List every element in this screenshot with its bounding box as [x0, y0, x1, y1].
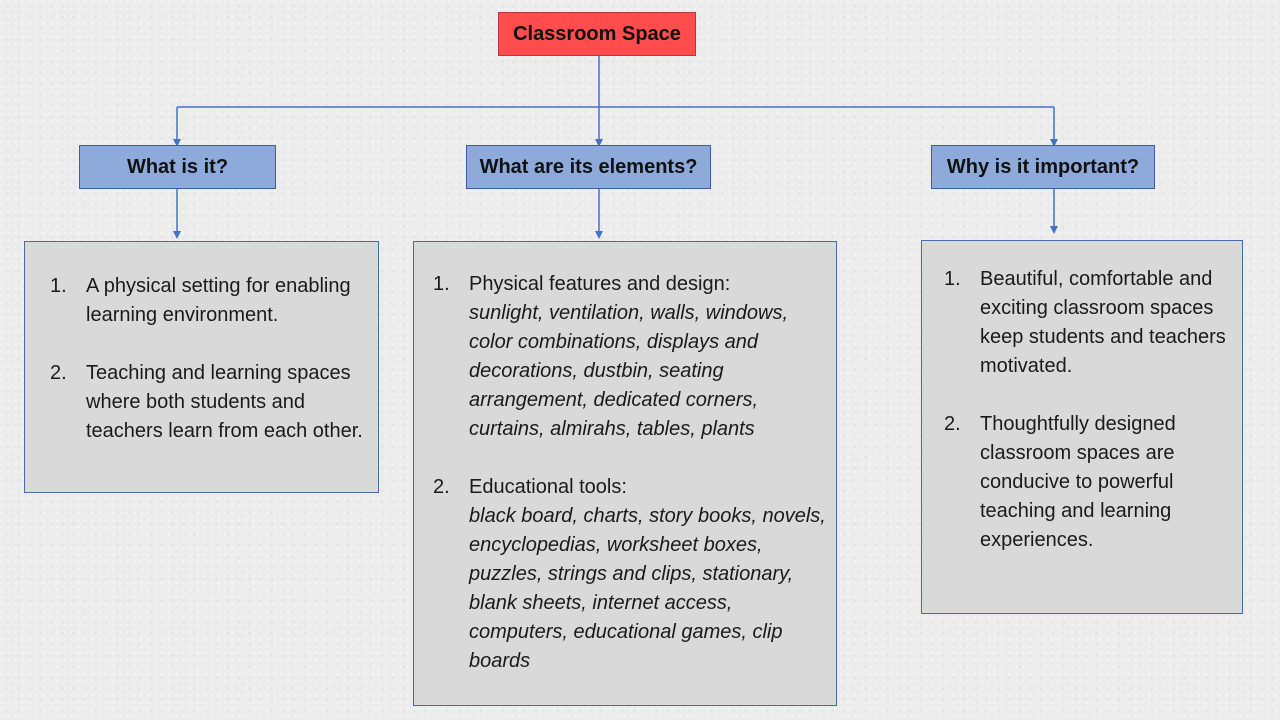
- heading-what-is-it: [79, 145, 276, 189]
- item-examples: black board, charts, story books, novels, encyclopedias, worksheet boxes, puzzles, strings and clips, stationary, blank sheets, internet access, computers, educational games, clip boards: [469, 505, 826, 672]
- item-text: Teaching and learning spaces where both students and teachers learn from each other.: [86, 362, 363, 442]
- item-number: 2.: [944, 413, 961, 435]
- item-text: Thoughtfully designed classroom spaces are conducive to powerful teaching and learning experiences.: [980, 413, 1176, 551]
- item-number: 1.: [433, 273, 450, 295]
- heading-label: What are its elements?: [479, 155, 698, 178]
- heading-importance: [931, 145, 1155, 189]
- item-text: Educational tools:: [469, 476, 627, 498]
- list-item: [419, 270, 828, 444]
- list-item: [930, 265, 1238, 381]
- item-examples: sunlight, ventilation, walls, windows, color combinations, displays and decorations, dustbin, seating arrangement, dedicated corners, curtains, almirahs, tables, plants: [469, 302, 789, 440]
- elements-list: [419, 270, 828, 676]
- item-text: A physical setting for enabling learning environment.: [86, 275, 351, 326]
- root-label: Classroom Space: [513, 22, 681, 45]
- list-item: [419, 473, 828, 676]
- box-elements: [413, 241, 837, 706]
- item-number: 1.: [50, 275, 67, 297]
- box-importance: [921, 240, 1243, 614]
- box-what-is-it: [24, 241, 379, 493]
- item-number: 2.: [50, 362, 67, 384]
- heading-label: Why is it important?: [946, 155, 1140, 178]
- list-item: [36, 272, 372, 330]
- item-text: Beautiful, comfortable and exciting classroom spaces keep students and teachers motivated.: [980, 268, 1226, 377]
- heading-label: What is it?: [126, 155, 229, 178]
- root-node-classroom-space: [498, 12, 696, 56]
- item-number: 2.: [433, 476, 450, 498]
- item-number: 1.: [944, 268, 961, 290]
- definition-list: [36, 272, 372, 446]
- list-item: [930, 410, 1238, 555]
- list-item: [36, 359, 372, 446]
- item-text: Physical features and design:: [469, 273, 731, 295]
- importance-list: [930, 265, 1238, 555]
- heading-elements: [466, 145, 711, 189]
